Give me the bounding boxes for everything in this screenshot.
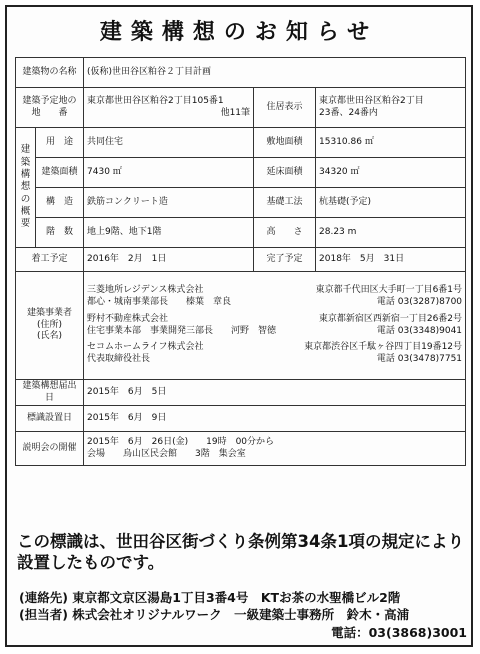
foundation-value: 杭基礎(予定) xyxy=(316,188,466,218)
briefing-venue: 会場 烏山区民会館 3階 集会室 xyxy=(87,448,246,459)
posted-date-value: 2015年 6月 9日 xyxy=(84,406,466,432)
business-label: 建築事業者 (住所) (氏名) xyxy=(16,272,84,380)
business-item: セコムホームライフ株式会社 東京都渋谷区千駄ヶ谷四丁目19番12号 代表取締役社長 電話 03(3478)7751 xyxy=(87,342,463,364)
notice-text: この標識は、世田谷区街づくり条例第34条1項の規定により設置したものです。 xyxy=(17,532,464,572)
building-name-value: (仮称)世田谷区粕谷２丁目計画 xyxy=(84,58,466,88)
business-item: 三菱地所レジデンス株式会社 東京都千代田区大手町一丁目6番1号 都心・城南事業部長 榛葉 章良 電話 03(3287)8700 xyxy=(87,285,463,308)
site-lot xyxy=(84,88,254,128)
address-line2: 23番、24番内 xyxy=(319,107,378,118)
site-row xyxy=(16,88,466,128)
floors-value: 地上9階、地下1階 xyxy=(84,218,254,248)
briefing-value xyxy=(84,432,466,466)
site-lot-line1: 東京都世田谷区粕谷2丁目105番1 xyxy=(87,95,224,106)
address-line1: 東京都世田谷区粕谷2丁目 xyxy=(319,95,424,106)
contact-block xyxy=(19,589,467,641)
business-item: 野村不動産株式会社 東京都新宿区西新宿一丁目26番2号 住宅事業本部 事業開発三部長 河野 智徳 電話 03(3348)9041 xyxy=(87,313,463,336)
complete-label: 完了予定 xyxy=(254,248,316,272)
schedule-row xyxy=(16,248,466,272)
foundation-label: 基礎工法 xyxy=(254,188,316,218)
business-row xyxy=(16,272,466,380)
complete-value: 2018年 5月 31日 xyxy=(316,248,466,272)
floor-area-value: 34320 ㎡ xyxy=(316,158,466,188)
structure-value: 鉄筋コンクリート造 xyxy=(84,188,254,218)
area-row xyxy=(16,158,466,188)
business-list xyxy=(84,272,466,380)
site-label: 建築予定地の地 番 xyxy=(16,88,84,128)
height-value: 28.23 m xyxy=(316,218,466,248)
overview-group-label: 建 築 構 想 の 概 要 xyxy=(16,128,36,248)
filed-date-label: 建築構想届出日 xyxy=(16,380,84,406)
address-value xyxy=(316,88,466,128)
posted-date-label: 標識設置日 xyxy=(16,406,84,432)
filed-date-row xyxy=(16,380,466,406)
floors-row xyxy=(16,218,466,248)
page-title: 建築構想のお知らせ xyxy=(99,20,379,45)
building-name-label: 建築物の名称 xyxy=(16,58,84,88)
building-area-value: 7430 ㎡ xyxy=(84,158,254,188)
start-value: 2016年 2月 1日 xyxy=(84,248,254,272)
structure-row xyxy=(16,188,466,218)
start-label: 着工予定 xyxy=(16,248,84,272)
briefing-date: 2015年 6月 26日(金) 19時 00分から xyxy=(87,436,275,447)
briefing-label: 説明会の開催 xyxy=(16,432,84,466)
filed-date-value: 2015年 6月 5日 xyxy=(84,380,466,406)
site-area-label: 敷地面積 xyxy=(254,128,316,158)
project-info-table xyxy=(15,57,466,466)
site-area-value: 15310.86 ㎡ xyxy=(316,128,466,158)
use-value: 共同住宅 xyxy=(84,128,254,158)
building-area-label: 建築面積 xyxy=(36,158,84,188)
contact-phone: 電話：03(3868)3001 xyxy=(331,624,467,640)
floors-label: 階 数 xyxy=(36,218,84,248)
building-name-row xyxy=(16,58,466,88)
address-label: 住居表示 xyxy=(254,88,316,128)
notice-board xyxy=(5,5,473,647)
height-label: 高 さ xyxy=(254,218,316,248)
briefing-row xyxy=(16,432,466,466)
floor-area-label: 延床面積 xyxy=(254,158,316,188)
use-label: 用 途 xyxy=(36,128,84,158)
contact-person: (担当者) 株式会社オリジナルワーク 一級建築士事務所 鈴木・高浦 xyxy=(19,607,410,623)
use-row xyxy=(16,128,466,158)
contact-address: (連絡先) 東京都文京区湯島1丁目3番4号 KTお茶の水聖橋ビル2階 xyxy=(19,590,401,605)
posted-date-row xyxy=(16,406,466,432)
structure-label: 構 造 xyxy=(36,188,84,218)
site-lot-line2: 他11筆 xyxy=(220,107,251,118)
